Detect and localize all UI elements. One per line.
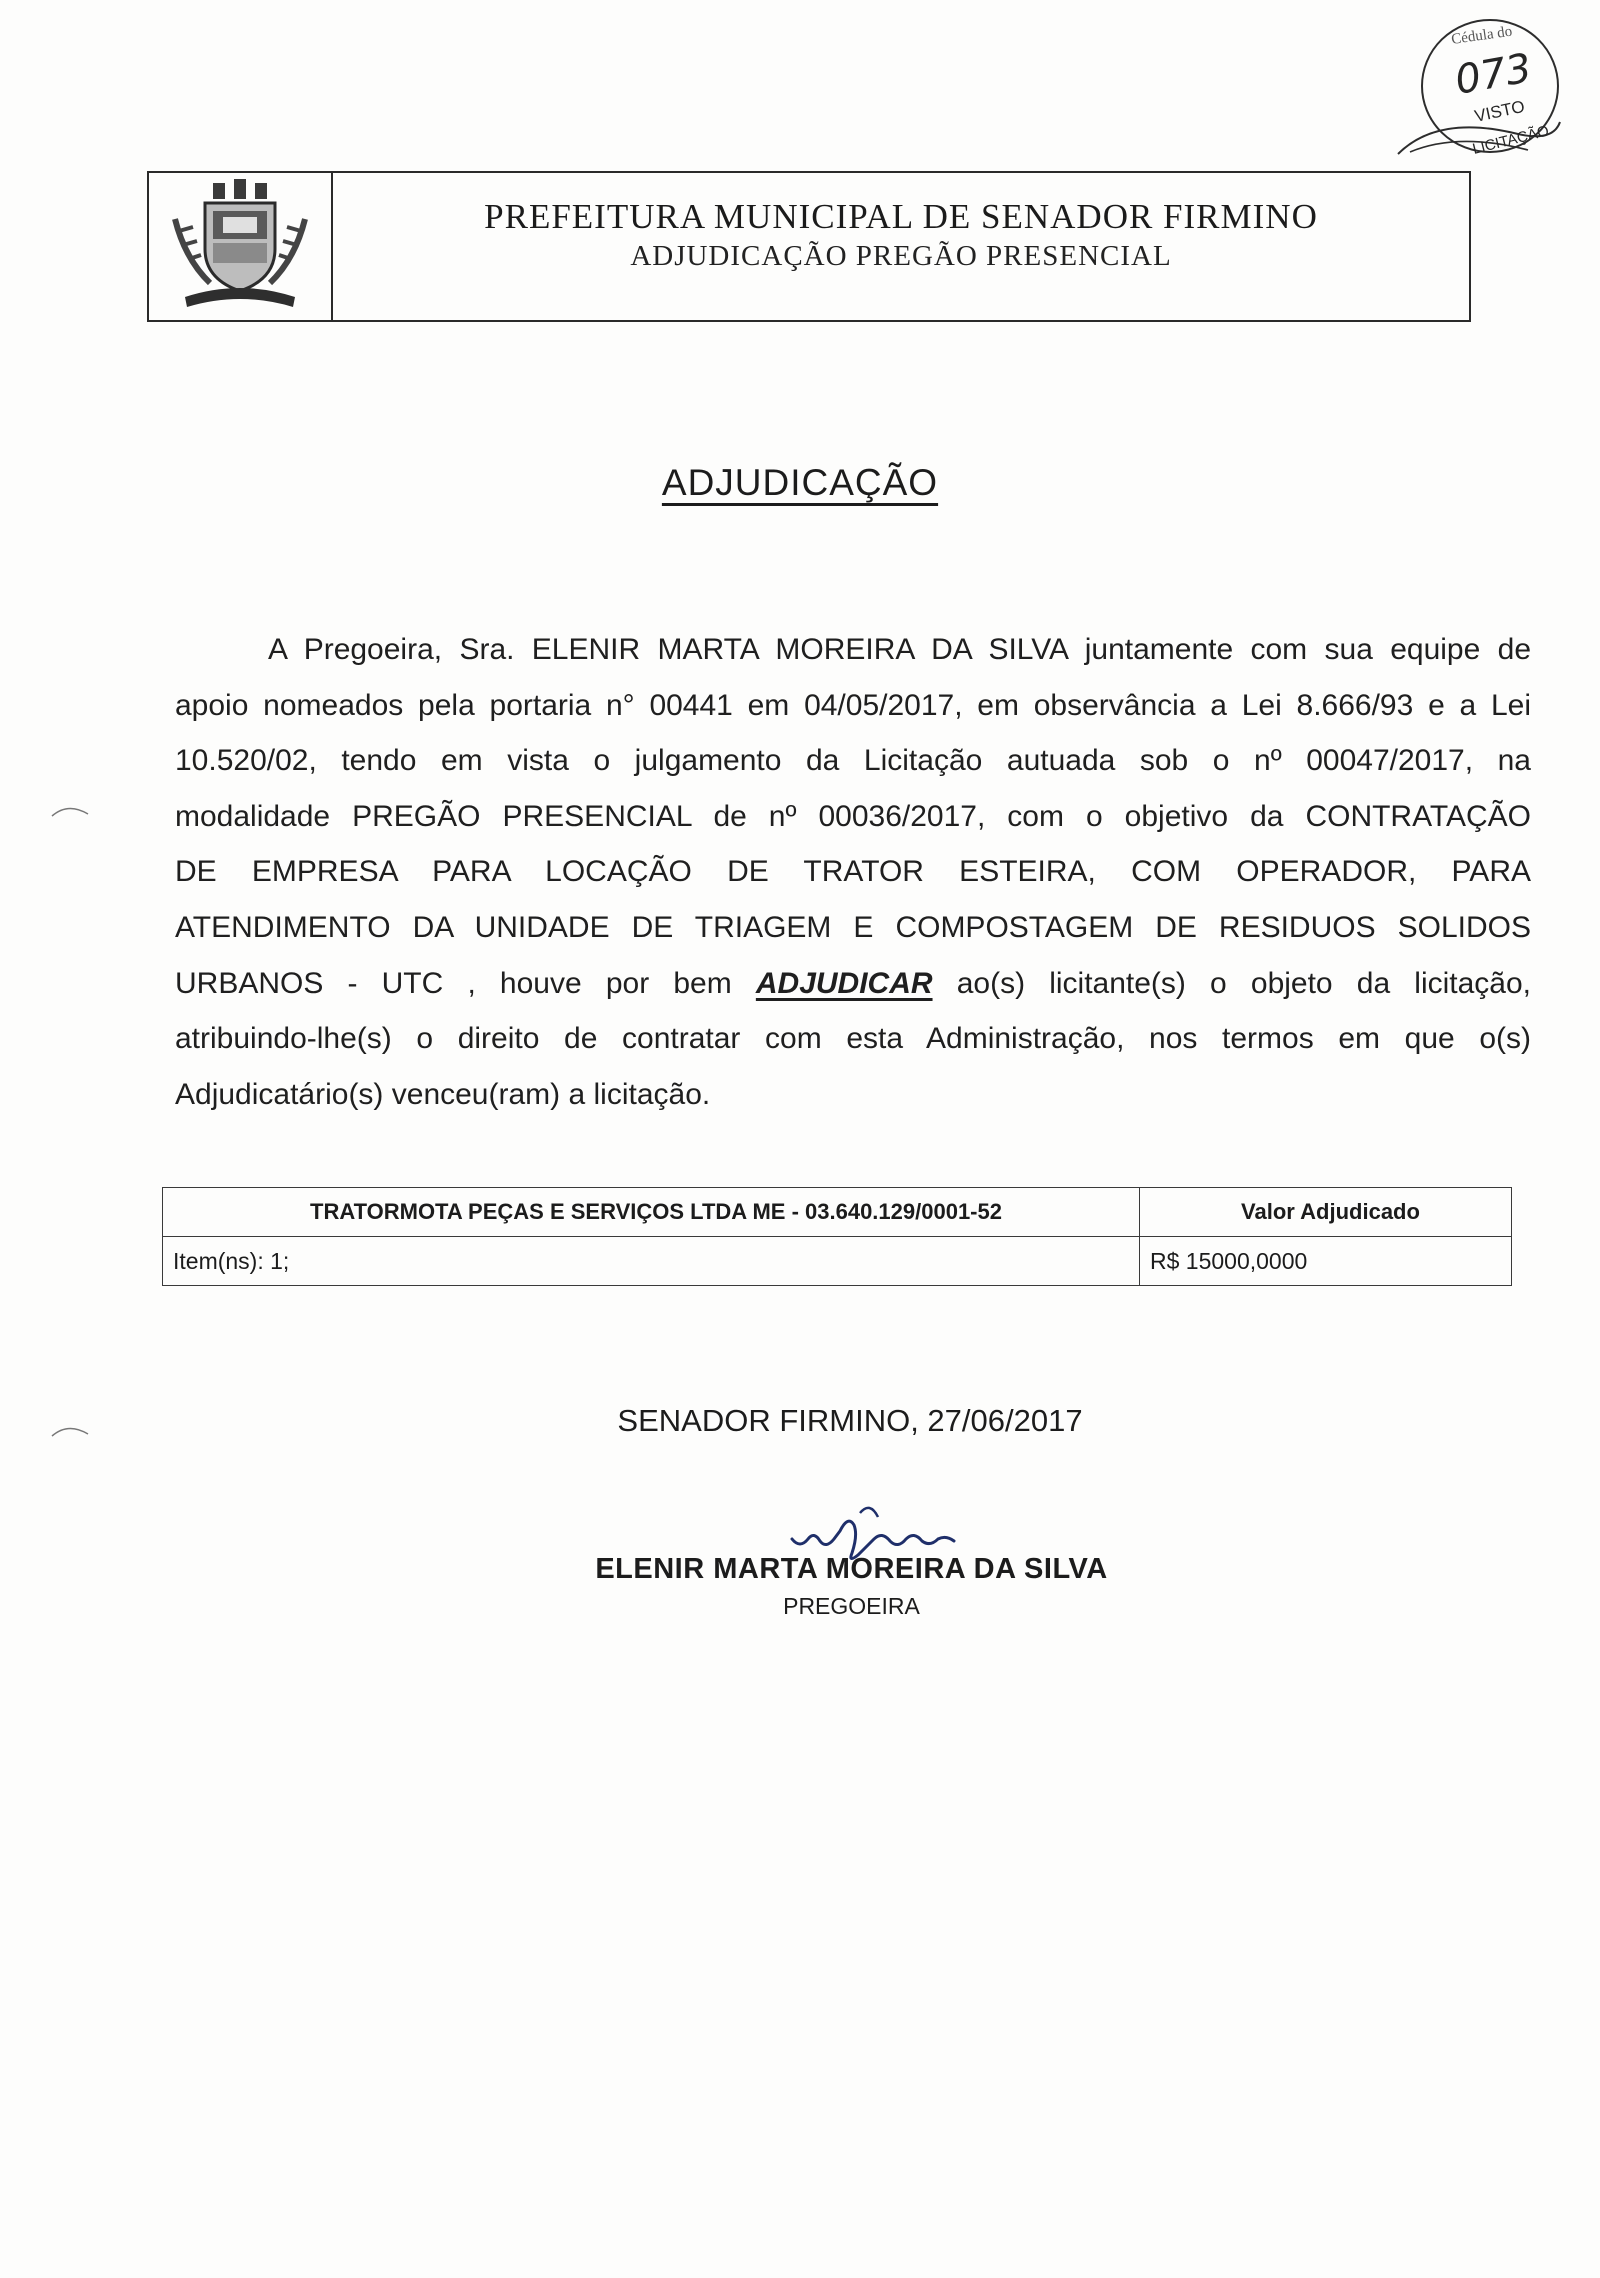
- svg-text:073: 073: [1451, 45, 1535, 104]
- adjudicar-emphasis: ADJUDICAR: [755, 966, 933, 1000]
- line-text: ao(s) licitante(s) o objeto da licitação,: [956, 966, 1531, 1000]
- paragraph-line: apoio nomeados pela portaria n° 00441 em 04/05/2017, em observância a Lei 8.666/93 e a Lei: [175, 688, 1531, 722]
- paragraph-line: A Pregoeira, Sra. ELENIR MARTA MOREIRA DA SILVA juntamente com sua equipe de: [268, 633, 1531, 666]
- paragraph-line: atribuindo-lhe(s) o direito de contratar com esta Administração, nos termos em que o(s): [175, 1022, 1531, 1056]
- paragraph-line: ATENDIMENTO DA UNIDADE DE TRIAGEM E COMPOSTAGEM DE RESIDUOS SOLIDOS: [175, 910, 1531, 944]
- municipality-title: PREFEITURA MUNICIPAL DE SENADOR FIRMINO: [484, 197, 1318, 236]
- scan-artifact: [48, 800, 98, 820]
- document-type-subtitle: ADJUDICAÇÃO PREGÃO PRESENCIAL: [630, 240, 1172, 272]
- svg-text:VISTO: VISTO: [1472, 96, 1527, 126]
- stamp-graphic: [1378, 14, 1573, 164]
- paragraph-line: DE EMPRESA PARA LOCAÇÃO DE TRATOR ESTEIRA, COM OPERADOR, PARA: [175, 855, 1531, 889]
- paragraph-line: 10.520/02, tendo em vista o julgamento da Licitação autuada sob o nº 00047/2017, na: [175, 744, 1531, 778]
- visto-licitacao-stamp: [1378, 14, 1573, 164]
- paragraph-line: modalidade PREGÃO PRESENCIAL de nº 00036/2017, com o objetivo da CONTRATAÇÃO: [175, 799, 1531, 833]
- place-date: SENADOR FIRMINO, 27/06/2017: [617, 1403, 1083, 1438]
- paragraph-line: Adjudicatário(s) venceu(ram) a licitação.: [175, 1077, 711, 1111]
- crest-cell: [149, 173, 333, 320]
- paragraph-line-adjudicar: [175, 956, 1531, 1012]
- signatory-name: ELENIR MARTA MOREIRA DA SILVA: [595, 1553, 1108, 1585]
- page-title: ADJUDICAÇÃO: [661, 462, 939, 503]
- company-cell: TRATORMOTA PEÇAS E SERVIÇOS LTDA ME - 03.640.129/0001-52: [163, 1188, 1140, 1237]
- adjudication-paragraph: [175, 622, 1531, 1122]
- award-table: [162, 1187, 1512, 1286]
- line-text: URBANOS - UTC , houve por bem: [175, 966, 732, 1000]
- value-cell: R$ 15000,0000: [1140, 1237, 1512, 1286]
- letterhead: [147, 171, 1471, 322]
- scan-artifact: [48, 1420, 98, 1440]
- municipal-crest-icon: [165, 179, 315, 314]
- table-row: [163, 1237, 1512, 1286]
- signatory-role: PREGOEIRA: [783, 1593, 920, 1619]
- value-header-cell: Valor Adjudicado: [1140, 1188, 1512, 1237]
- items-cell: Item(ns): 1;: [163, 1237, 1140, 1286]
- svg-text:LICITAÇÃO: LICITAÇÃO: [1470, 122, 1551, 158]
- svg-text:Cédula do: Cédula do: [1450, 23, 1514, 48]
- table-row: [163, 1188, 1512, 1237]
